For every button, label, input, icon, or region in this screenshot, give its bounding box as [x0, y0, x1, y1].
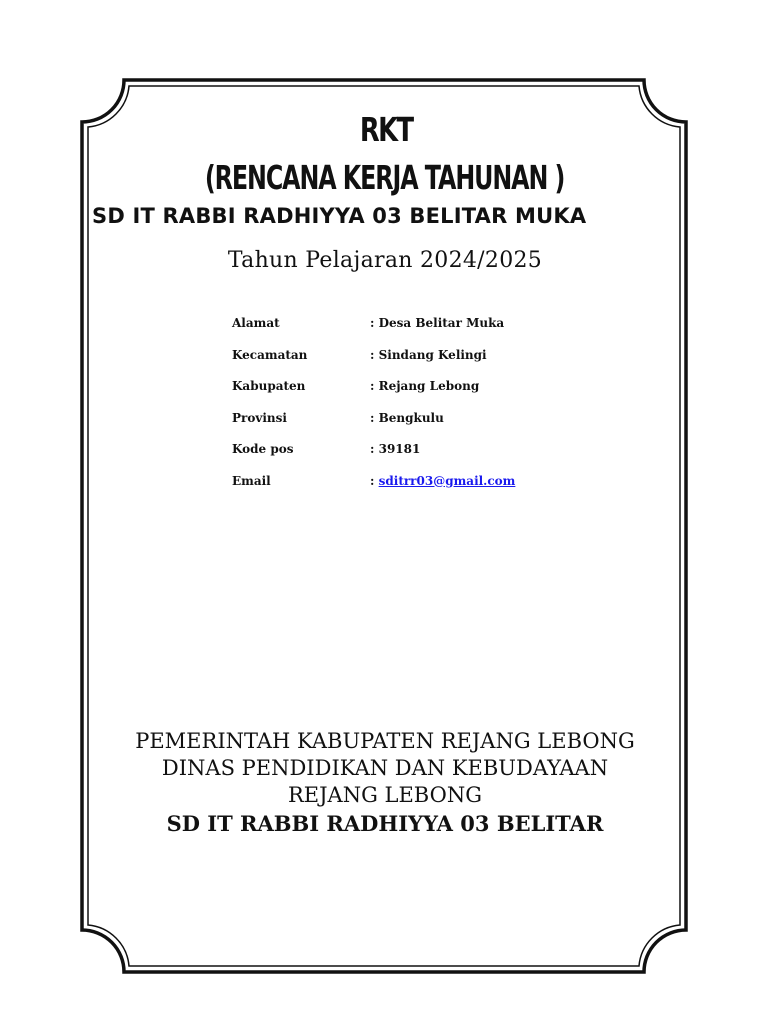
info-value: : Sindang Kelingi: [370, 347, 487, 362]
info-label: Email: [232, 473, 271, 488]
info-label: Kabupaten: [232, 379, 306, 393]
info-value: [370, 474, 515, 488]
footer-government-line: PEMERINTAH KABUPATEN REJANG LEBONG: [135, 729, 635, 753]
info-label: Kode pos: [232, 442, 294, 456]
info-value: : Desa Belitar Muka: [370, 316, 505, 330]
footer-regency-line: REJANG LEBONG: [287, 783, 482, 807]
email-prefix: :: [370, 473, 379, 488]
document-subtitle: (RENCANA KERJA TAHUNAN ): [204, 158, 565, 197]
footer-school-name: SD IT RABBI RADHIYYA 03 BELITAR: [166, 811, 604, 836]
document-title: RKT: [359, 110, 413, 149]
info-label: Kecamatan: [232, 347, 308, 362]
info-value: : 39181: [370, 442, 421, 456]
email-link[interactable]: sditrr03@gmail.com: [378, 473, 516, 488]
info-label: Provinsi: [232, 410, 287, 425]
info-value: : Rejang Lebong: [370, 379, 480, 393]
academic-year: Tahun Pelajaran 2024/2025: [227, 248, 543, 273]
footer-institution-block: [0, 728, 768, 837]
school-name-heading: SD IT RABBI RADHIYYA 03 BELITAR MUKA: [92, 204, 587, 228]
info-value: : Bengkulu: [370, 410, 444, 425]
footer-department-line: DINAS PENDIDIKAN DAN KEBUDAYAAN: [161, 756, 609, 780]
info-label: Alamat: [232, 316, 280, 330]
